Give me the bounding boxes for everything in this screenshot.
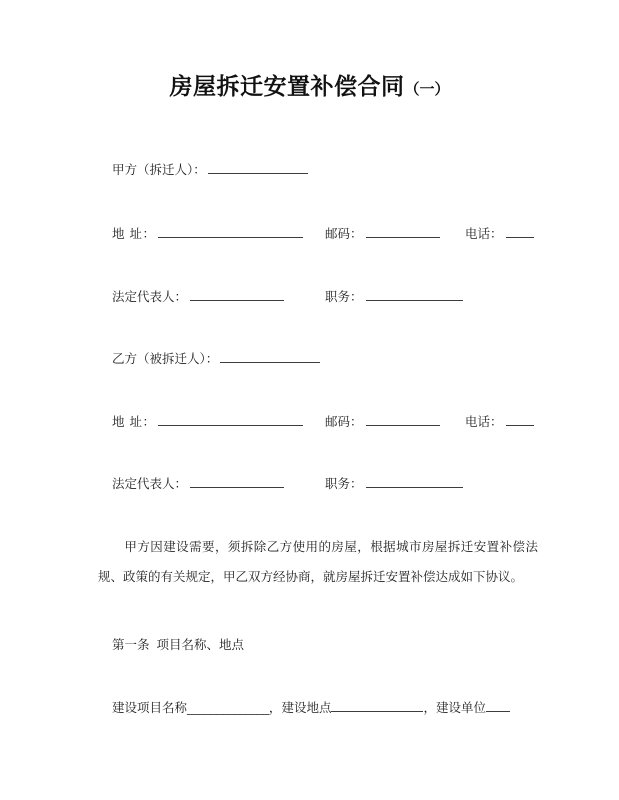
party-a-legal-rep-row (112, 289, 284, 305)
construction-site-field[interactable] (331, 700, 423, 712)
party-a-postcode-field[interactable] (366, 226, 440, 238)
article-one-title: 项目名称、地点 (156, 637, 245, 652)
page-title (0, 68, 619, 101)
party-b-legal-rep-label: 法定代表人： (112, 476, 188, 491)
party-b-name-row (112, 351, 320, 367)
party-a-phone-label: 电话： (465, 226, 503, 241)
party-a-position-field[interactable] (366, 289, 463, 301)
party-b-address-field[interactable] (158, 414, 303, 426)
construction-site-label: 建设地点 (281, 700, 332, 715)
article-one-fields-row (112, 698, 510, 716)
party-a-phone-group (465, 226, 534, 242)
party-b-legal-rep-field[interactable] (190, 476, 284, 488)
party-b-phone-field[interactable] (506, 414, 534, 426)
party-b-postcode-group (325, 414, 440, 430)
preamble-paragraph (98, 532, 538, 592)
party-b-phone-label: 电话： (465, 414, 503, 429)
preamble-text: 甲方因建设需要，须拆除乙方使用的房屋，根据城市房屋拆迁安置补偿法规、政策的有关规定，甲乙双方经协商，就房屋拆迁安置补偿达成如下协议。 (98, 539, 538, 584)
party-b-name-label: 乙方（被拆迁人）： (112, 351, 219, 366)
party-a-address-row (112, 226, 303, 242)
construction-unit-label: 建设单位 (435, 700, 486, 715)
construction-unit-field[interactable] (486, 700, 510, 712)
project-name-field[interactable]: ______________ (187, 700, 269, 715)
article-one-number: 第一条 (112, 637, 150, 652)
project-name-label: 建设项目名称 (112, 700, 188, 715)
party-a-legal-rep-field[interactable] (190, 289, 284, 301)
party-a-name-label: 甲方（拆迁人）： (112, 162, 206, 177)
party-b-postcode-field[interactable] (366, 414, 440, 426)
party-a-position-label: 职务： (325, 289, 363, 304)
party-a-name-row (112, 162, 308, 178)
party-a-postcode-label: 邮码： (325, 226, 363, 241)
field-separator-two: ， (423, 700, 436, 715)
party-a-address-field[interactable] (158, 226, 303, 238)
party-a-phone-field[interactable] (506, 226, 534, 238)
article-one-heading (112, 635, 244, 653)
party-b-name-field[interactable] (220, 351, 320, 363)
page-title-main: 房屋拆迁安置补偿合同 (169, 74, 405, 100)
party-b-position-group (325, 476, 463, 492)
party-b-position-label: 职务： (325, 476, 363, 491)
party-a-name-field[interactable] (208, 162, 308, 174)
party-b-legal-rep-row (112, 476, 284, 492)
party-b-postcode-label: 邮码： (325, 414, 363, 429)
field-separator-one: ， (268, 700, 282, 715)
party-b-position-field[interactable] (366, 476, 463, 488)
party-a-position-group (325, 289, 463, 305)
party-a-postcode-group (325, 226, 440, 242)
party-b-address-row (112, 414, 303, 430)
page-title-suffix: （一） (404, 80, 450, 98)
party-b-address-label: 地 址： (112, 414, 156, 429)
party-b-phone-group (465, 414, 534, 430)
party-a-address-label: 地 址： (112, 226, 156, 241)
party-a-legal-rep-label: 法定代表人： (112, 289, 188, 304)
